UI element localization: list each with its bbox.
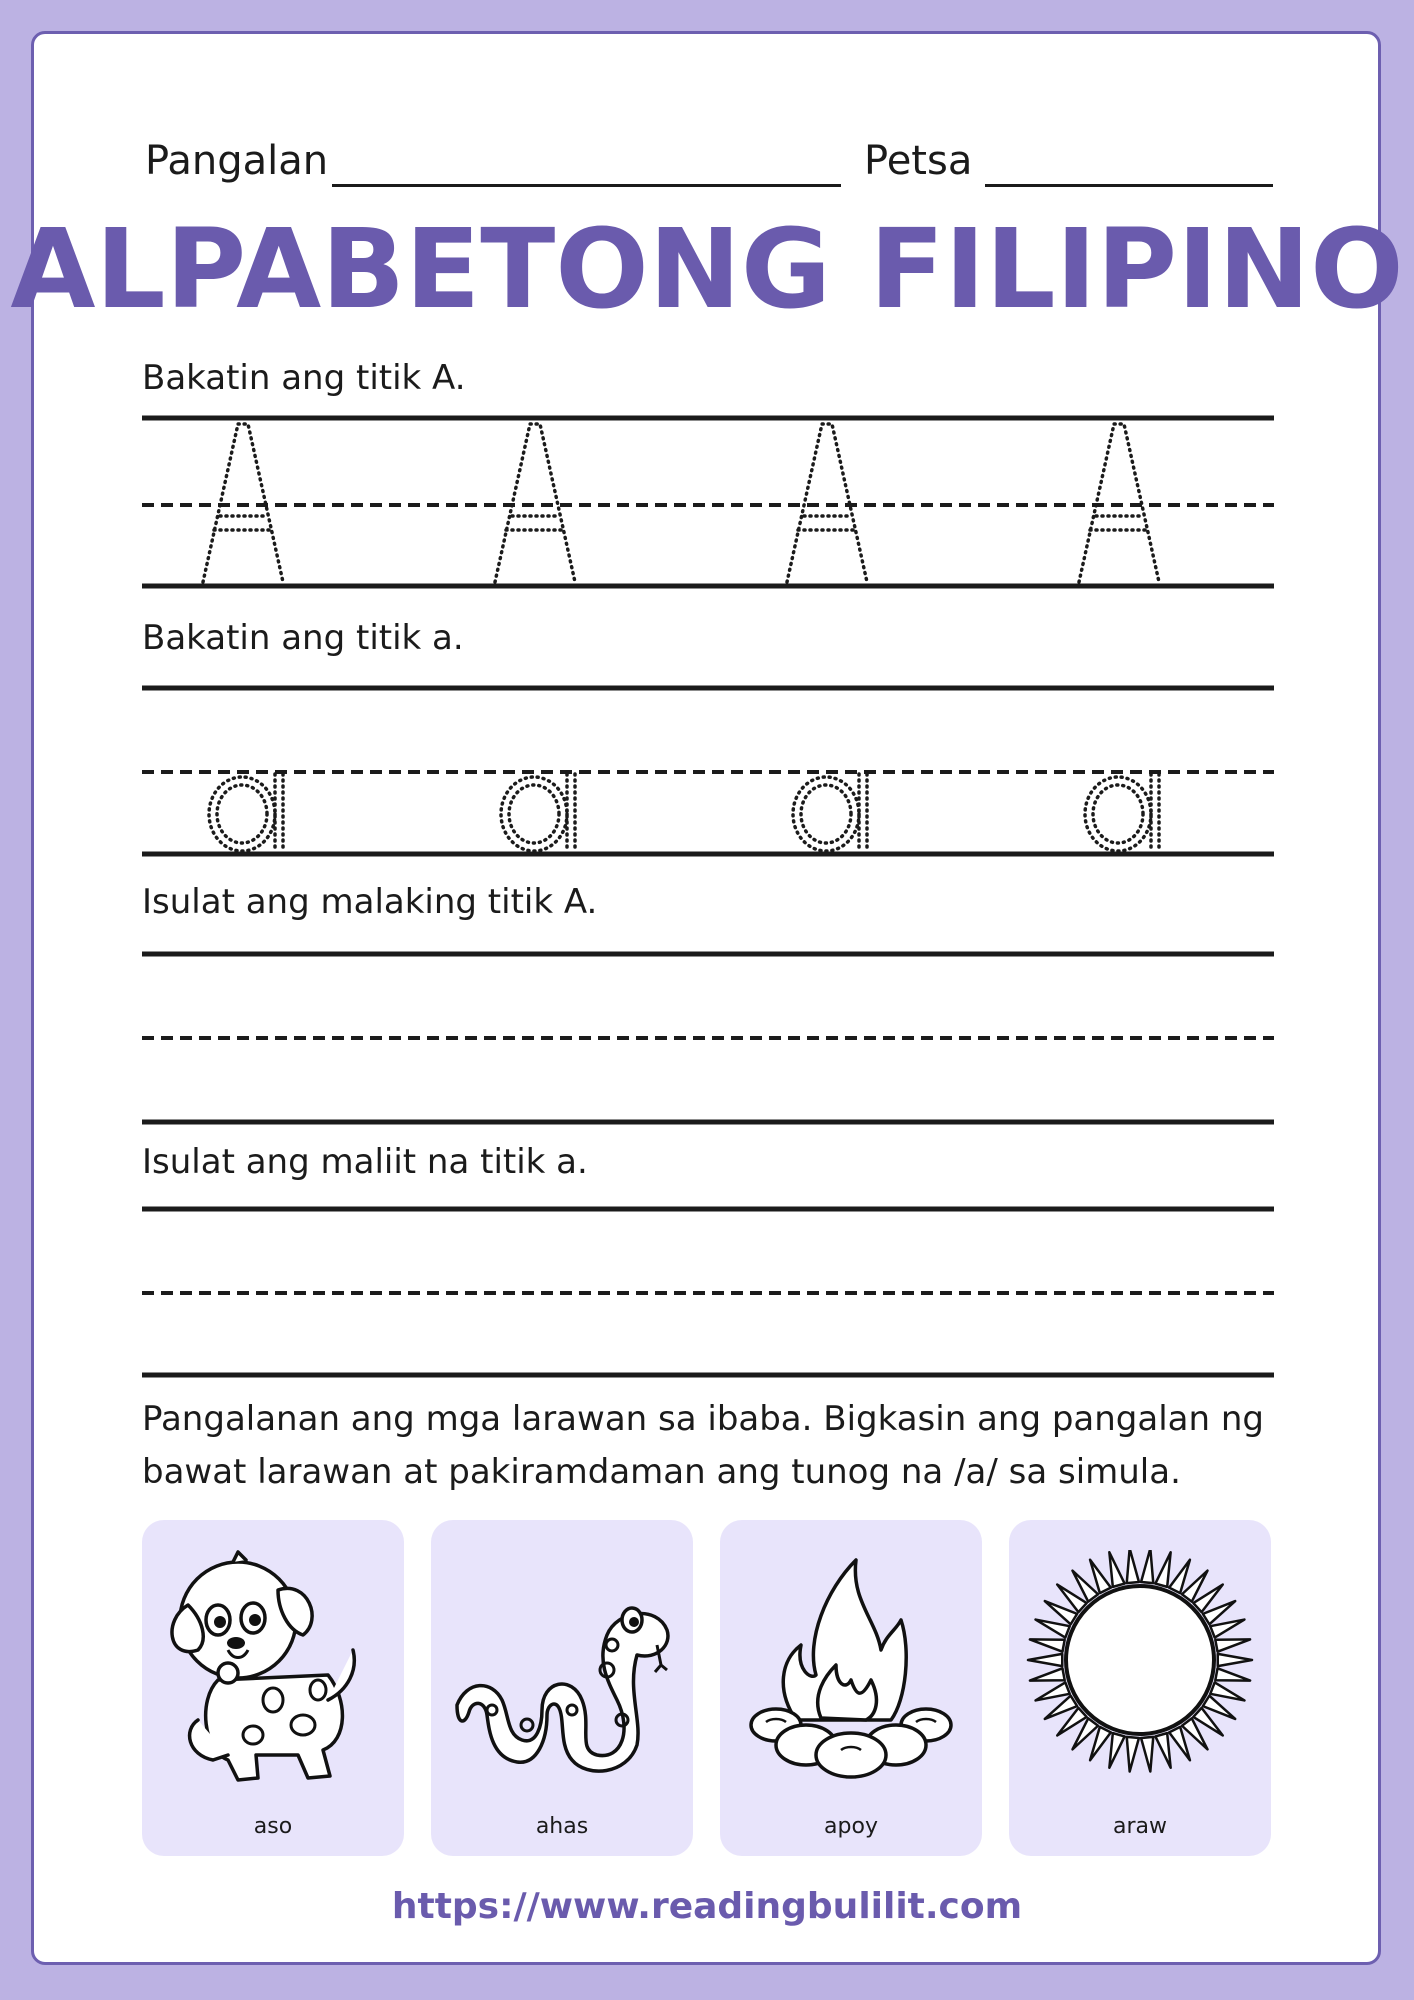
- picture-card-araw: [1009, 1520, 1271, 1856]
- trace-upper-lines[interactable]: [142, 412, 1274, 592]
- sun-ray: [1036, 1682, 1070, 1700]
- sun-ray: [1141, 1737, 1153, 1772]
- traced-letter-lower-a: [209, 774, 283, 852]
- write-lower-instruction: Isulat ang maliit na titik a.: [142, 1142, 588, 1182]
- dog-icon: [158, 1550, 388, 1790]
- picture-label-ahas: ahas: [535, 1814, 589, 1839]
- name-field[interactable]: [332, 184, 841, 187]
- pictures-instruction: [142, 1393, 1264, 1499]
- picture-card-aso: [142, 1520, 404, 1856]
- write-upper-lines[interactable]: [142, 948, 1274, 1128]
- sun-ray: [1127, 1550, 1139, 1583]
- sun-ray: [1030, 1639, 1065, 1651]
- sun-ray: [1028, 1654, 1062, 1666]
- write-lower-lines[interactable]: [142, 1203, 1274, 1383]
- trace-lower-instruction: Bakatin ang titik a.: [142, 618, 464, 658]
- sun-ray: [1155, 1733, 1170, 1768]
- page-title: ALPABETONG FILIPINO: [10, 205, 1404, 333]
- write-upper-instruction: Isulat ang malaking titik A.: [142, 882, 598, 922]
- sun-ray: [1030, 1668, 1065, 1680]
- picture-card-apoy: [720, 1520, 982, 1856]
- sun-ray: [1109, 1733, 1124, 1768]
- sun-ray: [1109, 1552, 1124, 1587]
- pictures-instruction-line-2: bawat larawan at pakiramdaman ang tunog na /a/ sa simula.: [142, 1452, 1181, 1492]
- snake-icon: [447, 1550, 677, 1790]
- sun-ray: [1215, 1639, 1250, 1651]
- sun-ray: [1218, 1654, 1252, 1666]
- date-label: Petsa: [864, 138, 973, 184]
- trace-lower-lines[interactable]: [142, 682, 1274, 862]
- trace-upper-instruction: Bakatin ang titik A.: [142, 358, 466, 398]
- sun-ray: [1127, 1737, 1139, 1772]
- sun-ray: [1210, 1682, 1244, 1700]
- sun-ray: [1210, 1620, 1244, 1638]
- name-label: Pangalan: [145, 138, 329, 184]
- fire-icon: [736, 1550, 966, 1790]
- sun-ray: [1155, 1552, 1170, 1587]
- sun-ray: [1215, 1668, 1250, 1680]
- footer-url[interactable]: https://www.readingbulilit.com: [391, 1886, 1023, 1927]
- picture-label-aso: aso: [253, 1814, 293, 1839]
- sun-icon: [1025, 1550, 1255, 1790]
- pictures-instruction-line-1: Pangalanan ang mga larawan sa ibaba. Bigkasin ang pangalan ng: [142, 1399, 1264, 1439]
- date-field[interactable]: [985, 184, 1273, 187]
- picture-card-ahas: [431, 1520, 693, 1856]
- picture-label-apoy: apoy: [824, 1814, 878, 1839]
- sun-ray: [1036, 1620, 1070, 1638]
- picture-label-araw: araw: [1112, 1814, 1167, 1839]
- sun-ray: [1141, 1550, 1153, 1583]
